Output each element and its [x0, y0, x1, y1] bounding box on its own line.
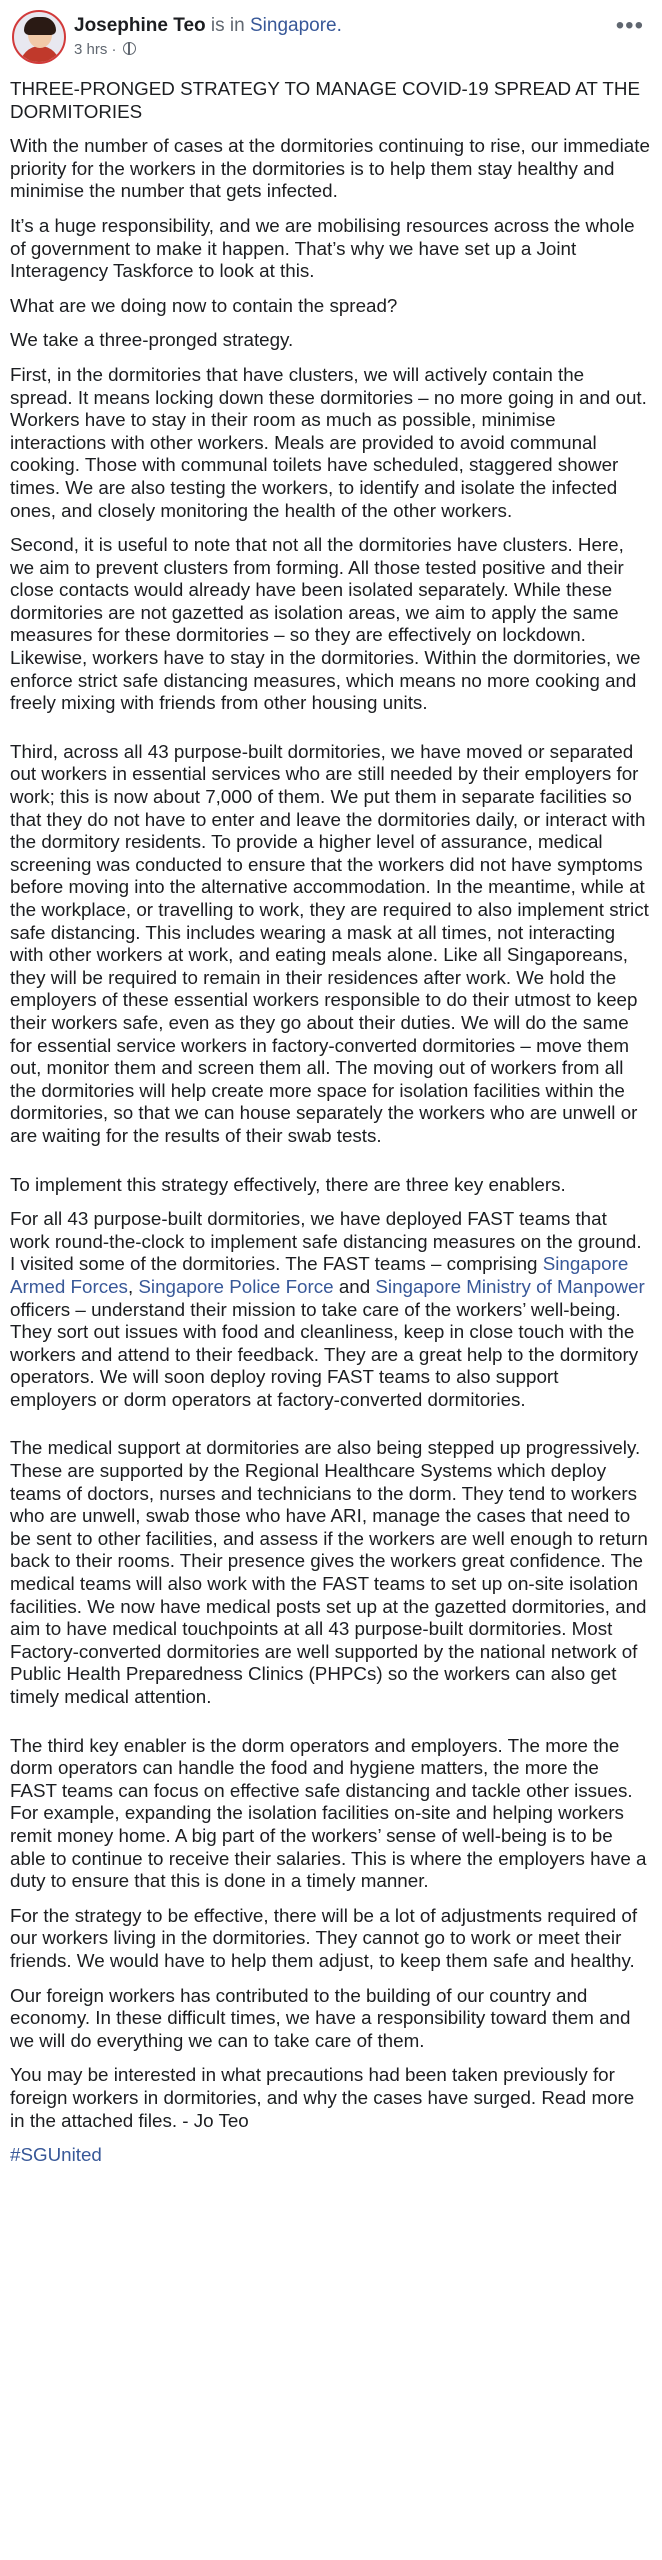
timestamp[interactable]: 3 hrs ·: [74, 41, 117, 58]
post-title: THREE-PRONGED STRATEGY TO MANAGE COVID-19 SPREAD AT THE DORMITORIES: [10, 78, 640, 122]
post-meta: [74, 40, 136, 60]
paragraph: First, in the dormitories that have clusters, we will actively contain the spread. It means locking down these dormitories – no more going in and out. Workers have to stay in their room as much as possible, minimise interactions with other workers. Meals are provided to avoid communal cooking. Those with communal toilets have scheduled, staggered shower times. We are also testing the workers, to identify and isolate the infected ones, and closely monitoring the health of the other workers.: [10, 363, 647, 521]
paragraph-text: For all 43 purpose-built dormitories, we have deployed FAST teams that work round-the-clock to implement safe distancing measures on the ground. I visited some of the dormitories. The FAST teams – comprising: [10, 1208, 642, 1275]
location-link[interactable]: Singapore.: [249, 15, 342, 36]
author-line: [74, 14, 342, 38]
paragraph: To implement this strategy effectively, there are three key enablers.: [10, 1173, 566, 1195]
author-name[interactable]: Josephine Teo: [74, 15, 206, 36]
post-header: [8, 8, 654, 68]
paragraph: Second, it is useful to note that not all the dormitories have clusters. Here, we aim to prevent clusters from forming. All those tested positive and their close contacts would already have been isolated separately. While these dormitories are not gazetted as isolation areas, we aim to apply the same measures for these dormitories – so they are effectively on lockdown. Likewise, workers have to stay in the dormitories. Within the dormitories, we enforce strict safe distancing measures, which means no more cooking and freely mixing with friends from other housing units.: [10, 534, 641, 714]
paragraph: With the number of cases at the dormitories continuing to rise, our immediate priority for the workers in the dormitories is to help them stay healthy and minimise the number that gets infected.: [10, 135, 650, 202]
paragraph: For the strategy to be effective, there will be a lot of adjustments required of our workers living in the dormitories. They cannot go to work or meet their friends. We would have to help them adjust, to keep them safe and healthy.: [10, 1904, 638, 1971]
paragraph: You may be interested in what precautions had been taken previously for foreign workers in dormitories, and why the cases have surged. Read more in the attached files. - Jo Teo: [10, 2064, 635, 2131]
mom-link[interactable]: Singapore Ministry of Manpower: [375, 1275, 645, 1297]
comma-text: ,: [127, 1275, 139, 1297]
spf-link[interactable]: Singapore Police Force: [138, 1275, 334, 1297]
paragraph: Our foreign workers has contributed to the building of our country and economy. In these difficult times, we have a responsibility toward them and we will do everything we can to take care of them.: [10, 1984, 631, 2051]
avatar[interactable]: [12, 10, 66, 64]
paragraph: The medical support at dormitories are also being stepped up progressively. These are supported by the Regional Healthcare Systems which deploy teams of doctors, nurses and technicians to the dorm. They tend to workers who are unwell, swab those who have ARI, manage the cases that need to be sent to other facilities, and assess if the workers are well enough to return back to their rooms. Their presence gives the workers great confidence. The medical teams will also work with the FAST teams to set up on-site isolation facilities. We now have medical posts set up at the gazetted dormitories, and aim to have medical touchpoints at all 43 purpose-built dormitories. Most Factory-converted dormitories are well supported by the national network of Public Health Preparedness Clinics (PHPCs) so the workers can also get timely medical attention.: [10, 1437, 648, 1707]
is-in-text: is in: [210, 15, 245, 36]
paragraph: Third, across all 43 purpose-built dormitories, we have moved or separated out workers in essential services who are still needed by their employers for work; this is now about 7,000 of them. We put them in separate facilities so that they do not have to enter and leave the dormitories daily, or interact with the dormitory residents. To provide a higher level of assurance, medical screening was conducted to ensure that the workers did not have symptoms before moving into the alternative accommodation. In the meantime, while at the workplace, or travelling to work, they are required to also implement strict safe distancing. This includes wearing a mask at all times, not interacting with other workers at work, and eating meals alone. Like all Singaporeans, they will be required to remain in their residences after work. We hold the employers of these essential workers responsible to do their utmost to keep their workers safe, even as they go about their duties. We will do the same for essential service workers in factory-converted dormitories – move them out, monitor them and screen them all. The moving out of workers from all the dormitories will help create more space for isolation facilities within the dormitories, so that we can house separately the workers who are unwell or are waiting for the results of their swab tests.: [10, 740, 649, 1146]
avatar-body-shape: [20, 46, 60, 64]
avatar-hair-shape: [24, 17, 56, 35]
paragraph: The third key enabler is the dorm operators and employers. The more the dorm operators can handle the food and hygiene matters, the more the FAST teams can focus on effective safe distancing and tackle other issues. For example, expanding the isolation facilities on-site and helping workers remit money home. A big part of the workers’ sense of well-being is to be able to continue to receive their salaries. This is where the employers have a duty to ensure that this is done in a timely manner.: [10, 1734, 647, 1892]
paragraph: It’s a huge responsibility, and we are mobilising resources across the whole of government to make it happen. That’s why we have set up a Joint Interagency Taskforce to look at this.: [10, 214, 635, 282]
hashtag-link[interactable]: #SGUnited: [10, 2144, 102, 2166]
paragraph: We take a three-pronged strategy.: [10, 329, 294, 351]
more-options-icon[interactable]: •••: [615, 12, 644, 39]
paragraph: What are we doing now to contain the spread?: [10, 294, 398, 316]
globe-icon: [123, 42, 136, 55]
paragraph-text: officers – understand their mission to take care of the workers’ well-being. They sort out issues with food and cleanliness, keep in close touch with the workers and attend to their feedback. They are a great help to the dormitory operators. We will soon deploy roving FAST teams to also support employers or dorm operators at factory-converted dormitories.: [10, 1298, 639, 1410]
paragraph-with-links: [10, 1208, 650, 1411]
saf-link[interactable]: Singapore Armed Forces: [10, 1253, 629, 1297]
and-text: and: [333, 1275, 376, 1297]
post-body: [10, 78, 650, 2179]
